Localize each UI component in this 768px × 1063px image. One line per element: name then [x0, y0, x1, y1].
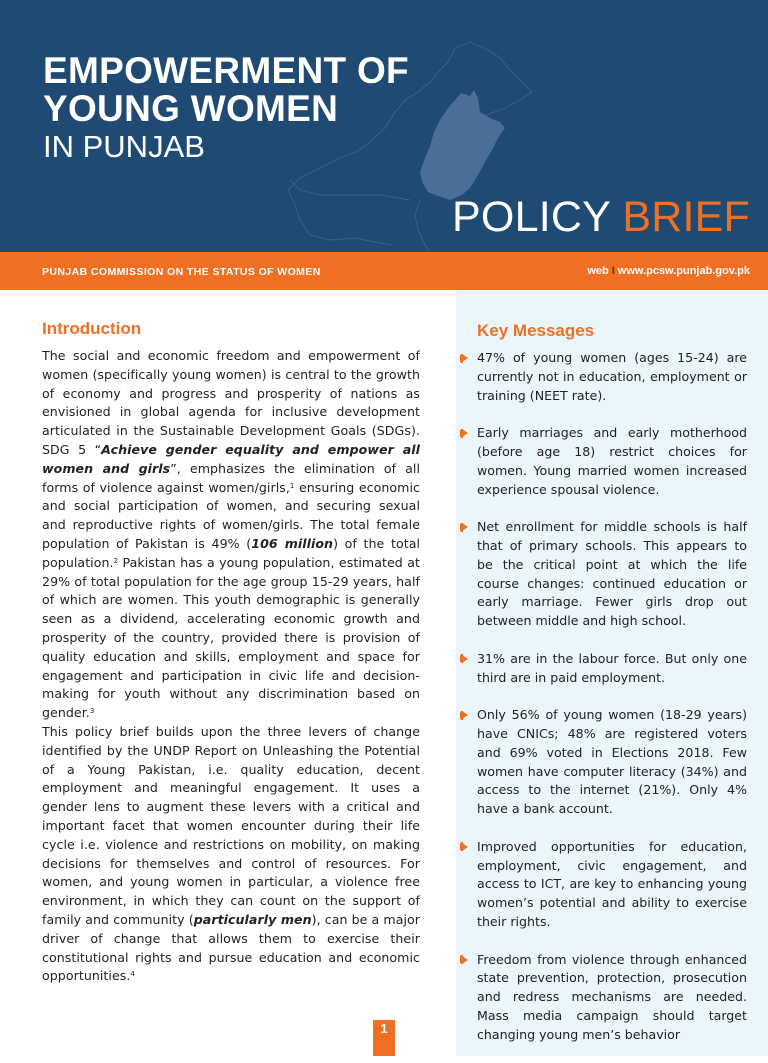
key-message-item: Improved opportunities for education, employment, civic engagement, and access to ICT, are key to enhancing young women’s potential and ability to exercise their rights.: [477, 838, 747, 932]
website-link[interactable]: www.pcsw.punjab.gov.pk: [617, 265, 750, 277]
doc-type-brief: BRIEF: [622, 193, 750, 241]
organization-bar: [0, 252, 768, 290]
punjab-region: [420, 90, 505, 200]
bullet-icon: [462, 354, 468, 362]
page-number: 1: [373, 1020, 395, 1056]
introduction-section: [42, 318, 420, 986]
web-label: web: [587, 265, 609, 277]
key-message-item: Net enrollment for middle schools is half that of primary schools. This appears to be the critical point at which the life course changes: continued education or early marriage. Fewer girls drop out between middle and high school.: [477, 518, 747, 631]
footnote-ref-2[interactable]: 2: [113, 556, 119, 565]
key-message-item: Early marriages and early motherhood (before age 18) restrict choices for women. Young married women increased experience spousal violence.: [477, 424, 747, 499]
organization-name: PUNJAB COMMISSION ON THE STATUS OF WOMEN: [42, 266, 321, 278]
website-info: [587, 265, 750, 277]
title-line-2: YOUNG WOMEN: [43, 88, 339, 129]
bullet-icon: [462, 843, 468, 851]
web-separator: I: [611, 265, 615, 277]
key-message-item: 31% are in the labour force. But only one third are in paid employment.: [477, 650, 747, 688]
key-message-item: 47% of young women (ages 15-24) are currently not in education, employment or training (NEET rate).: [477, 349, 747, 405]
header-banner: [0, 0, 768, 252]
population-figure: 106 million: [251, 535, 334, 551]
emphasis-particularly-men: particularly men: [193, 911, 312, 927]
key-message-item: Only 56% of young women (18-29 years) have CNICs; 48% are registered voters and 69% voted in Elections 2018. Few women have computer literacy (34%) and access to the internet (21%). Only 4% have a bank account.: [477, 706, 747, 819]
footnote-ref-4[interactable]: 4: [130, 970, 135, 979]
introduction-heading: Introduction: [42, 319, 142, 338]
key-messages-panel: [456, 290, 768, 1056]
bullet-icon: [462, 429, 468, 437]
title-line-1: EMPOWERMENT OF: [43, 50, 409, 91]
title-line-3: IN PUNJAB: [43, 129, 205, 164]
bullet-icon: [462, 711, 468, 719]
doc-type-policy: POLICY: [452, 193, 611, 241]
footnote-ref-1[interactable]: 1: [289, 481, 295, 490]
bullet-icon: [462, 523, 468, 531]
key-messages-heading: Key Messages: [477, 321, 595, 340]
document-type-label: [452, 193, 750, 241]
footnote-ref-3[interactable]: 3: [89, 707, 95, 716]
bullet-icon: [462, 655, 468, 663]
introduction-paragraph-1: The social and economic freedom and empowerment of women (specifically young women) is central to the growth of economy and progress and prosperity of nations as envisioned in global agenda for inclusive development articulated in the Sustainable Development Goals (SDGs). SDG 5 “Achieve gender equality and empower all women and girls”, emphasizes the elimination of all forms of violence against women/girls,$^1$ ensuring economic and social participation of women, and securing sexual and reproductive rights of women/girls. The total female population of Pakistan is 49% (106 million) of the total population.$^2$ Pakistan has a young population, estimated at 29% of total population for the age group 15-29 years, half of which are women. This youth demographic is generally seen as a dividend, accelerating economic growth and prosperity of the country, provided there is provision of quality education and skills, employment and space for engagement and participation in civic life and decision-making for youth without any discrimination based on gender.$^3$: [42, 348, 421, 721]
sdg5-quote: Achieve gender equality and empower all women and girls: [42, 441, 420, 476]
bullet-icon: [462, 956, 468, 964]
key-message-item: Freedom from violence through enhanced state prevention, protection, prosecution and redress mechanisms are needed. Mass media campaign should target changing young men’s behavior: [477, 951, 747, 1045]
introduction-paragraph-2: This policy brief builds upon the three levers of change identified by the UNDP Report on Unleashing the Potential of a Young Pakistan, i.e. quality education, decent employment and meaningful engagement. It uses a gender lens to augment these levers with a critical and important facet that women encounter during their life cycle i.e. violence and restrictions on mobility, on making decisions for themselves and control of resources. For women, and young women in particular, a violence free environment, in which they can count on the support of family and community (particularly men), can be a major driver of change that allows them to exercise their constitutional rights and pursue education and economic opportunities.$^4$: [42, 723, 421, 984]
